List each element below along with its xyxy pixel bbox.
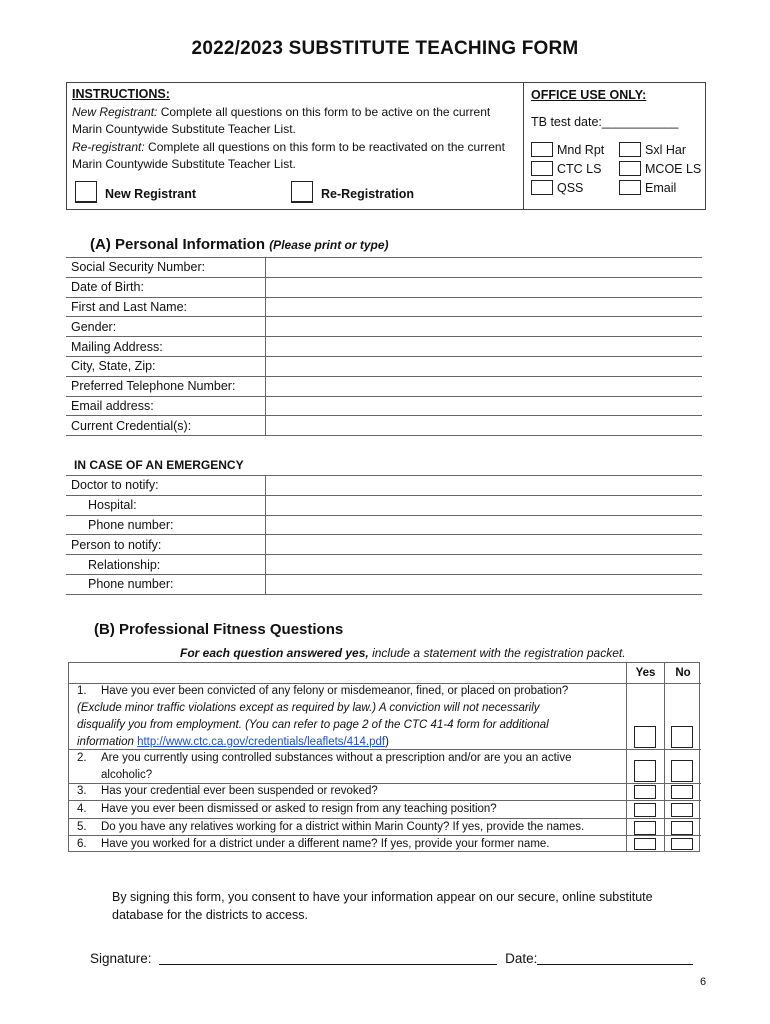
table-row — [66, 515, 702, 535]
q3-yes-checkbox[interactable] — [634, 785, 656, 799]
table-row — [66, 396, 702, 416]
field-label: Mailing Address: — [66, 337, 265, 357]
fitness-questions-table — [68, 662, 700, 852]
field-label: First and Last Name: — [66, 297, 265, 317]
re-registration-checkbox[interactable] — [291, 181, 313, 203]
table-row — [66, 337, 702, 357]
q6-no-checkbox[interactable] — [671, 838, 693, 850]
field-label: Person to notify: — [66, 535, 265, 555]
instructions-panel — [67, 83, 524, 209]
table-row — [66, 495, 702, 515]
yes-column — [627, 663, 665, 851]
telephone-input[interactable] — [265, 376, 702, 396]
no-column — [665, 663, 701, 851]
new-registrant-label: New Registrant — [105, 187, 196, 201]
sxl-har-label: Sxl Har — [645, 143, 686, 157]
person-phone-input[interactable] — [265, 574, 702, 594]
table-row — [66, 416, 702, 436]
question-1: 1. Have you ever been convicted of any felony or misdemeanor, fined, or placed on probation? (Exclude minor traffic violations except as required by law.) A conviction will not necessarily disqualify you from employment. (You can refer to page 2 of the CTC 41-4 form for additional information http://www.ctc.ca.gov/credentials/leaflets/414.pdf) — [77, 685, 569, 748]
email-input[interactable] — [265, 396, 702, 416]
office-use-header: OFFICE USE ONLY: — [531, 88, 647, 102]
field-label: Hospital: — [66, 495, 265, 515]
gender-input[interactable] — [265, 317, 702, 337]
registration-type-row — [75, 181, 414, 204]
relationship-input[interactable] — [265, 555, 702, 575]
mnd-rpt-checkbox[interactable] — [531, 142, 553, 157]
dob-input[interactable] — [265, 277, 702, 297]
ctc-ls-checkbox[interactable] — [531, 161, 553, 176]
table-row — [66, 376, 702, 396]
office-use-panel — [525, 83, 706, 209]
new-registrant-instruction: New Registrant: Complete all questions on this form to be active on the current Marin Countywide Substitute Teacher List. — [72, 104, 491, 136]
q1-yes-checkbox[interactable] — [634, 726, 656, 748]
no-header: No — [665, 663, 701, 684]
table-row — [66, 356, 702, 376]
page-number: 6 — [700, 976, 707, 988]
section-b-title: (B) Professional Fitness Questions — [94, 621, 344, 638]
new-registrant-checkbox[interactable] — [75, 181, 97, 203]
q5-yes-checkbox[interactable] — [634, 821, 656, 835]
table-row — [66, 555, 702, 575]
q2-no-checkbox[interactable] — [671, 760, 693, 782]
q3-no-checkbox[interactable] — [671, 785, 693, 799]
signature-row — [90, 951, 693, 966]
table-row — [66, 277, 702, 297]
date-line[interactable] — [537, 964, 693, 965]
field-label: Phone number: — [66, 574, 265, 594]
re-registration-label: Re-Registration — [320, 187, 415, 201]
email-checkbox[interactable] — [619, 180, 641, 195]
re-registrant-instruction: Re-registrant: Complete all questions on this form to be reactivated on the current Marin Countywide Substitute Teacher List. — [72, 139, 505, 171]
table-row — [66, 297, 702, 317]
field-label: City, State, Zip: — [66, 356, 265, 376]
instructions-header: INSTRUCTIONS: — [72, 87, 170, 101]
date-label: Date: — [505, 951, 538, 966]
signature-line[interactable] — [159, 964, 497, 965]
ssn-input[interactable] — [265, 258, 702, 278]
field-label: Current Credential(s): — [66, 416, 265, 436]
section-a-title: (A) Personal Information (Please print or type) — [90, 236, 389, 253]
q2-yes-checkbox[interactable] — [634, 760, 656, 782]
form-title: 2022/2023 SUBSTITUTE TEACHING FORM — [191, 38, 579, 59]
sxl-har-checkbox[interactable] — [619, 142, 641, 157]
email-label: Email — [645, 181, 677, 195]
mcoe-ls-label: MCOE LS — [645, 162, 702, 176]
field-label: Phone number: — [66, 515, 265, 535]
person-input[interactable] — [265, 535, 702, 555]
table-row — [66, 476, 702, 496]
credentials-input[interactable] — [265, 416, 702, 436]
tb-test-date-field[interactable]: TB test date:___________ — [531, 114, 679, 129]
hospital-input[interactable] — [265, 495, 702, 515]
field-label: Gender: — [66, 317, 265, 337]
q4-no-checkbox[interactable] — [671, 803, 693, 817]
city-state-zip-input[interactable] — [265, 356, 702, 376]
doctor-phone-input[interactable] — [265, 515, 702, 535]
mailing-address-input[interactable] — [265, 337, 702, 357]
field-label: Relationship: — [66, 555, 265, 575]
qss-checkbox[interactable] — [531, 180, 553, 195]
q1-no-checkbox[interactable] — [671, 726, 693, 748]
ctc-ls-label: CTC LS — [557, 162, 602, 176]
qss-label: QSS — [557, 181, 584, 195]
field-label: Preferred Telephone Number: — [66, 376, 265, 396]
emergency-table — [66, 475, 702, 595]
question-2: 2. Are you currently using controlled substances without a prescription and/or are you an active alcoholic? — [77, 752, 572, 781]
mcoe-ls-checkbox[interactable] — [619, 161, 641, 176]
mnd-rpt-label: Mnd Rpt — [557, 143, 605, 157]
doctor-input[interactable] — [265, 476, 702, 496]
questions-column — [69, 663, 627, 851]
field-label: Date of Birth: — [66, 277, 265, 297]
consent-statement: By signing this form, you consent to have your information appear on our secure, online substitute database for the districts to access. — [112, 890, 653, 922]
name-input[interactable] — [265, 297, 702, 317]
table-row — [66, 535, 702, 555]
question-4: 4. Have you ever been dismissed or asked to resign from any teaching position? — [77, 803, 497, 815]
field-label: Email address: — [66, 396, 265, 416]
q4-yes-checkbox[interactable] — [634, 803, 656, 817]
personal-info-table — [66, 257, 702, 436]
question-3: 3. Has your credential ever been suspended or revoked? — [77, 785, 378, 797]
table-row — [66, 258, 702, 278]
field-label: Doctor to notify: — [66, 476, 265, 496]
q5-no-checkbox[interactable] — [671, 821, 693, 835]
fitness-intro: For each question answered yes, include a statement with the registration packet. — [180, 646, 626, 660]
office-checkbox-grid — [531, 141, 702, 198]
question-5: 5. Do you have any relatives working for a district within Marin County? If yes, provide the names. — [77, 821, 585, 833]
ctc-leaflet-link[interactable]: http://www.ctc.ca.gov/credentials/leaflets/414.pdf — [137, 736, 386, 748]
instructions-box — [66, 82, 706, 210]
q6-yes-checkbox[interactable] — [634, 838, 656, 850]
emergency-header: IN CASE OF AN EMERGENCY — [74, 458, 244, 472]
signature-label: Signature: — [90, 951, 152, 966]
field-label: Social Security Number: — [66, 258, 265, 278]
yes-header: Yes — [627, 663, 664, 684]
table-row — [66, 317, 702, 337]
question-6: 6. Have you worked for a district under a different name? If yes, provide your former name. — [77, 838, 550, 850]
table-row — [66, 574, 702, 594]
